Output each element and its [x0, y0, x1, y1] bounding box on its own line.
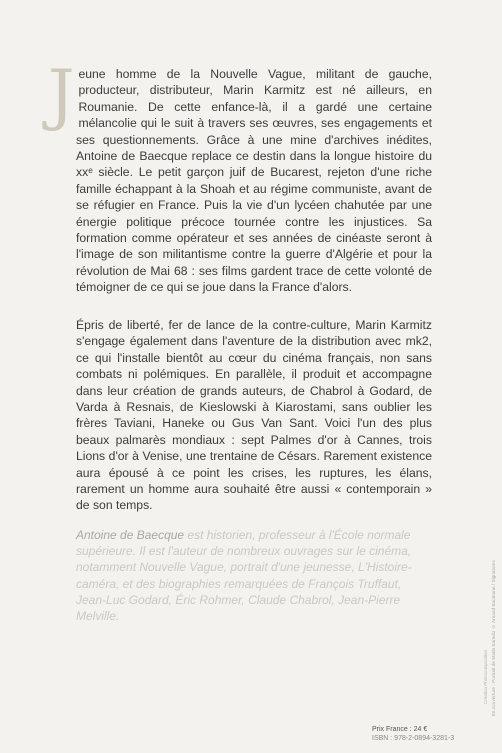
cover-credit: En couverture : Portrait de Marin Karmitz © Arnaud Baumann / Signatures: [491, 560, 496, 717]
price-block: [372, 725, 454, 743]
summary-paragraph-1: [48, 56, 432, 296]
author-bio: [76, 527, 432, 624]
drop-cap: J: [48, 56, 75, 133]
isbn: ISBN : 978-2-0894-3281-3: [372, 735, 455, 742]
price-label: Prix France : 24 €: [372, 726, 428, 733]
summary-paragraph-1-text: eune homme de la Nouvelle Vague, militant de gauche, producteur, distributeur, Marin Karmitz est né ailleurs, en Roumanie. De cette enfance-là, il a gardé une certaine mélancolie qui le suit à travers ses œuvres, ses engagements et ses questionnements. Grâce à une mine d'archives inédites, Antoine de Baecque replace ce destin dans la longue histoire du xxᵉ siècle. Le petit garçon juif de Bucarest, rejeton d'une riche famille échappant à la Shoah et au régime communiste, avant de se réfugier en France. Puis la vie d'un lycéen chahutée par une énergie politique précoce tournée contre les injustices. Sa formation comme opérateur et ses années de cinéaste seront à l'image de son militantisme contre la guerre d'Algérie et pour la révolution de Mai 68 : ses films gardent trace de cette volonté de témoigner de ce qui se joue dans la France d'alors.: [76, 67, 432, 295]
production-credit: Création Photocomposition: [483, 650, 488, 705]
author-name: Antoine de Baecque: [76, 528, 185, 542]
summary-paragraph-2: Épris de liberté, fer de lance de la contre-culture, Marin Karmitz s'engage également dans l'aventure de la distribution avec mk2, ce qui l'installe bientôt au cœur du cinéma français, non sans combats ni polémiques. En parallèle, il produit et accompagne dans leur création de grands auteurs, de Chabrol à Godard, de Varda à Resnais, de Kieslowski à Kiarostami, sans oublier les frères Taviani, Haneke ou Gus Van Sant. Voici l'un des plus beaux palmarès mondiaux : sept Palmes d'or à Cannes, trois Lions d'or à Venise, une trentaine de Césars. Rarement existence aura épousé à ce point les crises, les ruptures, les élans, rarement un homme aura souhaité être aussi « contemporain » de son temps.: [76, 318, 432, 513]
author-bio-text: est historien, professeur à l'École normale supérieure. Il est l'auteur de nombreux ouvrages sur le cinéma, notamment Nouvelle Vague, portrait d'une jeunesse, L'Histoire-caméra, et des biographies remarquées de François Truffaut, Jean-Luc Godard, Éric Rohmer, Claude Chabrol, Jean-Pierre Melville.: [76, 528, 412, 624]
